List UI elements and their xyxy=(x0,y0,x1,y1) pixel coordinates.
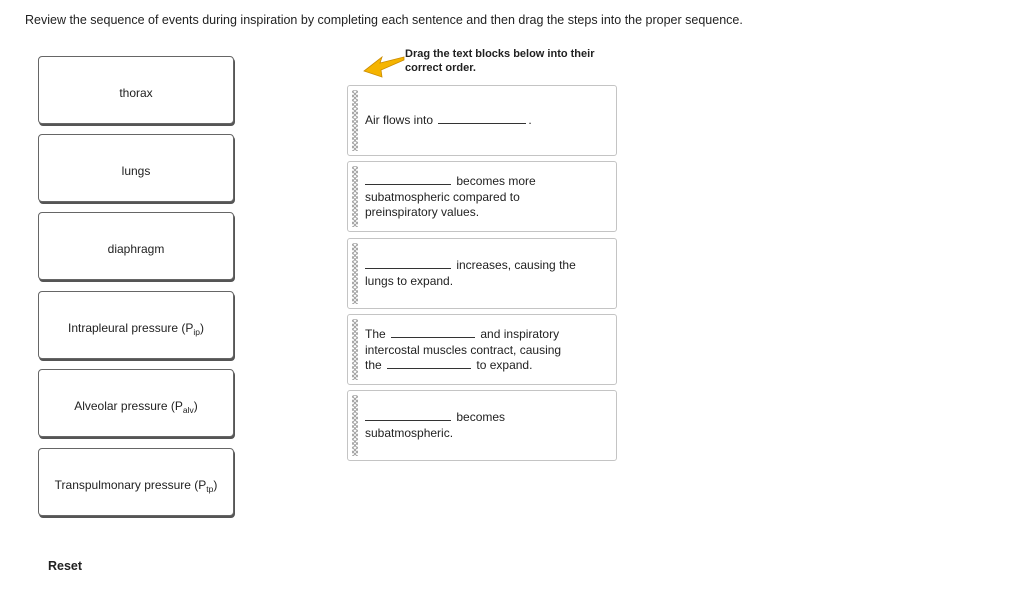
blank-drop-target[interactable] xyxy=(391,337,475,338)
sentence-text-part: . xyxy=(528,113,532,127)
tile-subscript: alv xyxy=(182,405,194,415)
tile-alveolar-pressure[interactable] xyxy=(38,369,234,437)
blank-drop-target[interactable] xyxy=(365,184,451,185)
tile-label: Transpulmonary pressure (P xyxy=(54,478,207,492)
tile-intrapleural-pressure[interactable] xyxy=(38,291,234,359)
sentence-text xyxy=(365,410,608,441)
sentence-block-2[interactable] xyxy=(347,161,617,232)
sentence-block-3[interactable] xyxy=(347,238,617,309)
tile-label: Alveolar pressure (P xyxy=(74,399,183,413)
tile-diaphragm[interactable] xyxy=(38,212,234,280)
sentence-text-part: Air flows into xyxy=(365,113,434,127)
sentence-text-part: subatmospheric compared to xyxy=(365,189,520,204)
drag-handle-icon[interactable] xyxy=(352,395,358,456)
sentence-text-part: intercostal muscles contract, causing xyxy=(365,342,562,357)
tile-label-close: ) xyxy=(213,478,218,492)
drag-hint-arrow-icon xyxy=(362,54,406,80)
tile-transpulmonary-pressure[interactable] xyxy=(38,448,234,516)
instructions-text: Review the sequence of events during inspiration by completing each sentence and then drag the steps into the proper sequence. xyxy=(25,13,743,27)
tile-label: lungs xyxy=(121,164,151,178)
sentence-text-part: the xyxy=(365,358,382,372)
drag-handle-icon[interactable] xyxy=(352,243,358,304)
sentence-text-part: subatmospheric. xyxy=(365,425,454,440)
blank-drop-target[interactable] xyxy=(365,420,451,421)
sentence-text-part: and inspiratory xyxy=(480,327,560,341)
tile-label: diaphragm xyxy=(107,242,165,256)
drag-handle-icon[interactable] xyxy=(352,166,358,227)
tile-subscript: tp xyxy=(206,484,214,494)
sentence-text xyxy=(365,174,608,221)
sentence-text-part: becomes xyxy=(456,410,506,424)
sentence-text-part: The xyxy=(365,327,386,341)
sentence-block-1[interactable] xyxy=(347,85,617,156)
tile-label-close: ) xyxy=(200,321,204,335)
sentence-text-part: becomes more xyxy=(456,174,536,188)
tile-lungs[interactable] xyxy=(38,134,234,202)
sentence-text-part: preinspiratory values. xyxy=(365,205,480,219)
drag-instructions xyxy=(405,48,615,75)
tile-label-close: ) xyxy=(193,399,198,413)
drag-handle-icon[interactable] xyxy=(352,90,358,151)
sentence-text-part: increases, causing the xyxy=(456,258,576,272)
drag-instructions-line2: correct order. xyxy=(405,61,476,74)
sentence-text xyxy=(365,327,608,374)
tile-label: Intrapleural pressure (P xyxy=(67,321,194,335)
sentence-text xyxy=(365,113,608,129)
tile-thorax[interactable] xyxy=(38,56,234,124)
tile-label: thorax xyxy=(119,86,153,100)
sentence-text xyxy=(365,258,608,289)
blank-drop-target[interactable] xyxy=(438,123,526,124)
blank-drop-target[interactable] xyxy=(387,368,471,369)
sentence-block-4[interactable] xyxy=(347,314,617,385)
sentence-text-part: to expand. xyxy=(476,358,533,372)
sentence-text-part: lungs to expand. xyxy=(365,273,454,288)
tile-subscript: ip xyxy=(193,327,200,337)
sentence-block-5[interactable] xyxy=(347,390,617,461)
reset-button[interactable]: Reset xyxy=(48,559,83,573)
drag-handle-icon[interactable] xyxy=(352,319,358,380)
blank-drop-target[interactable] xyxy=(365,268,451,269)
drag-instructions-line1: Drag the text blocks below into their xyxy=(405,48,595,60)
